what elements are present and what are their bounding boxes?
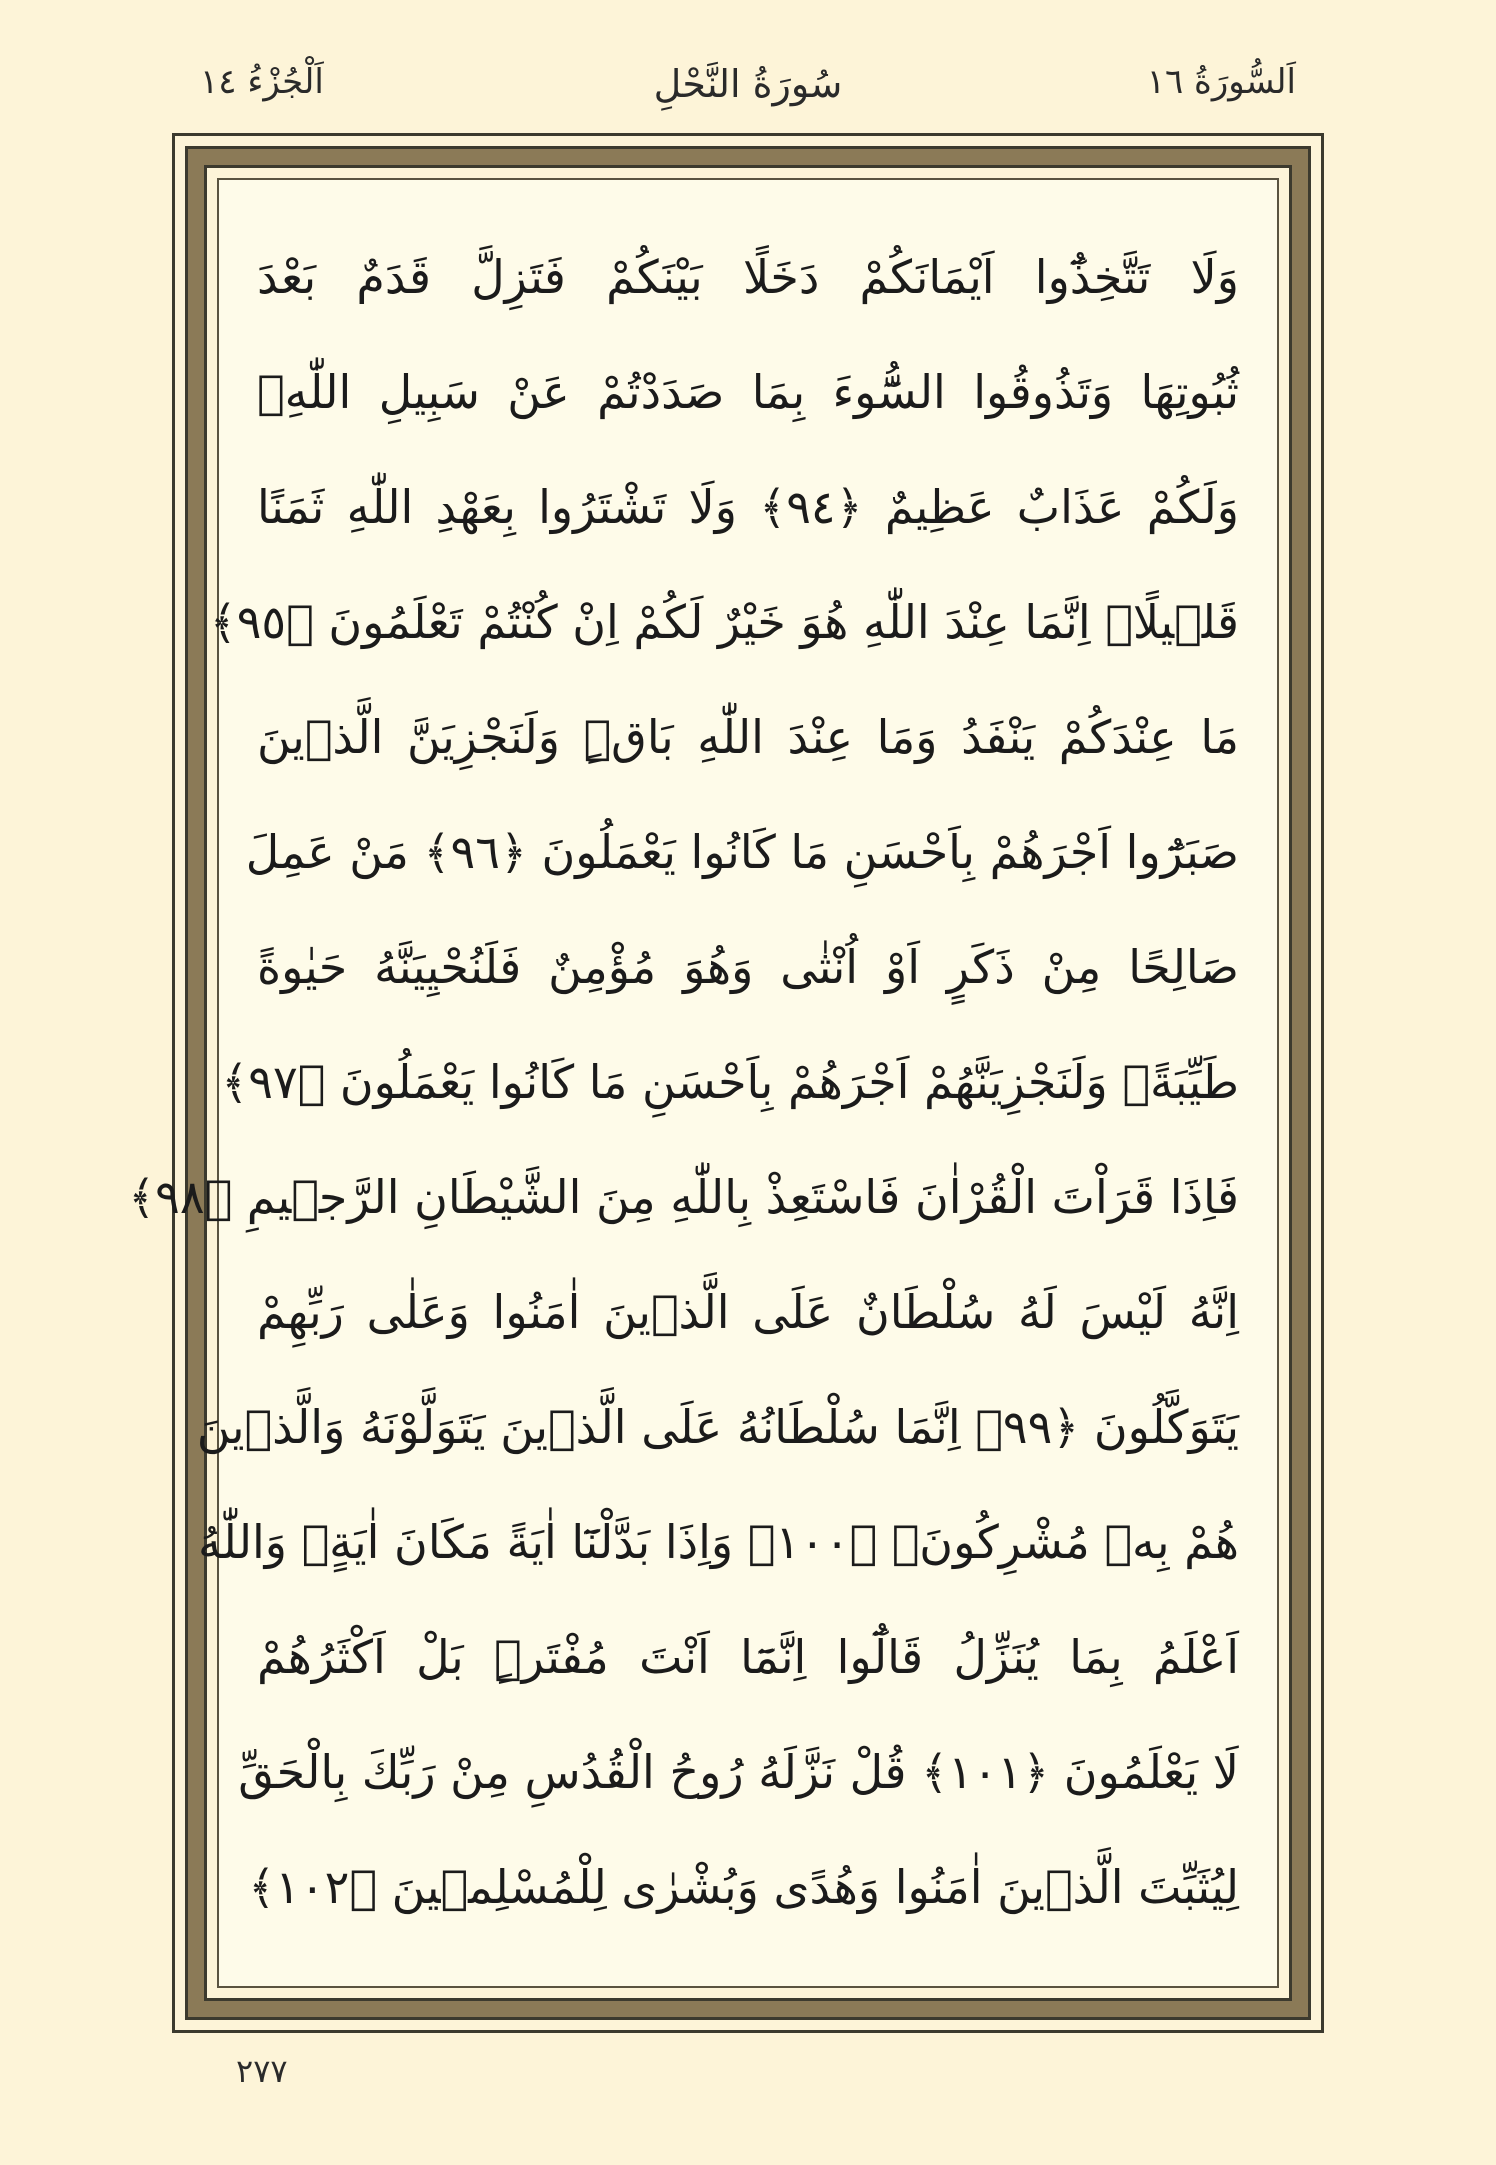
page-frame: [128, 133, 1324, 2033]
text-area: [128, 178, 1279, 1988]
surah-number: اَلسُّورَةُ ١٦: [1146, 62, 1296, 102]
text-line-13: اَعْلَمُ بِمَا يُنَزِّلُ قَالُٓوا اِنَّمَٓا اَنْتَ مُفْتَرٍۜ بَلْ اَكْثَرُهُمْ: [257, 1630, 1239, 1684]
surah-name: سُورَةُ النَّحْلِ: [653, 62, 843, 106]
text-line-15: لِيُثَبِّتَ الَّذ۪ينَ اٰمَنُوا وَهُدًى وَبُشْرٰى لِلْمُسْلِم۪ينَ ﴿١٠٢﴾: [248, 1860, 1239, 1914]
frame-border-band: [128, 146, 1311, 2020]
text-line-14: لَا يَعْلَمُونَ ﴿١٠١﴾ قُلْ نَزَّلَهُ رُوحُ الْقُدُسِ مِنْ رَبِّكَ بِالْحَقِّ: [238, 1745, 1239, 1799]
page-number: ٢٧٧: [236, 2052, 288, 2090]
page-header: [200, 62, 1296, 122]
text-line-5: مَا عِنْدَكُمْ يَنْفَدُ وَمَا عِنْدَ اللّٰهِ بَاقٍۜ وَلَنَجْزِيَنَّ الَّذ۪ينَ: [257, 710, 1239, 764]
juz-number: اَلْجُزْءُ ١٤: [200, 62, 324, 102]
text-line-11: يَتَوَكَّلُونَ ﴿٩٩﴾ اِنَّمَا سُلْطَانُهُ عَلَى الَّذ۪ينَ يَتَوَلَّوْنَهُ وَالَّذ۪ينَ: [196, 1400, 1239, 1454]
text-line-7: صَالِحًا مِنْ ذَكَرٍ اَوْ اُنْثٰى وَهُوَ مُؤْمِنٌ فَلَنُحْيِيَنَّهُ حَيٰوةً: [257, 940, 1239, 994]
text-line-9: فَاِذَا قَرَاْتَ الْقُرْاٰنَ فَاسْتَعِذْ بِاللّٰهِ مِنَ الشَّيْطَانِ الرَّج۪يمِ ﴿٩٨﴾: [128, 1170, 1239, 1224]
frame-inner: [128, 165, 1292, 2001]
text-line-8: طَيِّبَةًۚ وَلَنَجْزِيَنَّهُمْ اَجْرَهُمْ بِاَحْسَنِ مَا كَانُوا يَعْمَلُونَ ﴿٩٧﴾: [221, 1055, 1239, 1109]
text-line-6: صَبَرُٓوا اَجْرَهُمْ بِاَحْسَنِ مَا كَانُوا يَعْمَلُونَ ﴿٩٦﴾ مَنْ عَمِلَ: [245, 825, 1239, 879]
text-line-10: اِنَّهُ لَيْسَ لَهُ سُلْطَانٌ عَلَى الَّذ۪ينَ اٰمَنُوا وَعَلٰى رَبِّهِمْ: [257, 1285, 1239, 1339]
text-line-3: وَلَكُمْ عَذَابٌ عَظِيمٌ ﴿٩٤﴾ وَلَا تَشْتَرُوا بِعَهْدِ اللّٰهِ ثَمَنًا: [257, 480, 1240, 534]
text-line-4: قَل۪يلًاۜ اِنَّمَا عِنْدَ اللّٰهِ هُوَ خَيْرٌ لَكُمْ اِنْ كُنْتُمْ تَعْلَمُونَ ﴿٩٥﴾: [209, 595, 1239, 649]
text-line-1: وَلَا تَتَّخِذُٓوا اَيْمَانَكُمْ دَخَلًا بَيْنَكُمْ فَتَزِلَّ قَدَمٌ بَعْدَ: [257, 250, 1239, 304]
text-line-12: هُمْ بِه۪ مُشْرِكُونَ۟ ﴿١٠٠﴾ وَاِذَا بَدَّلْنَٓا اٰيَةً مَكَانَ اٰيَةٍۙ وَاللّٰهُ: [198, 1515, 1239, 1569]
text-line-2: ثُبُوتِهَا وَتَذُوقُوا السُّٓوءَ بِمَا صَدَدْتُمْ عَنْ سَبِيلِ اللّٰهِۚ: [257, 365, 1239, 419]
verse-lines: [128, 220, 1240, 1945]
